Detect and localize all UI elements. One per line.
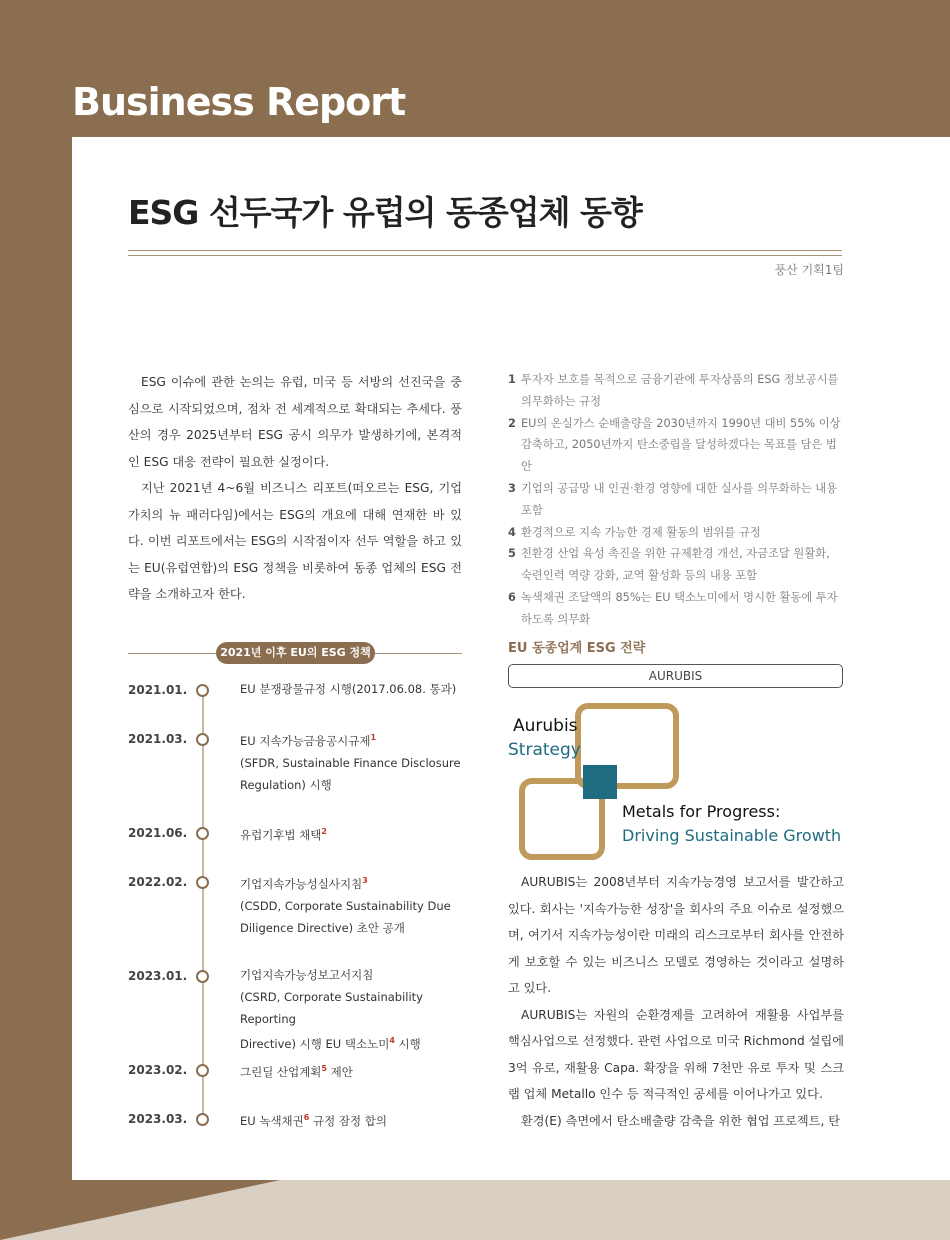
logo-tagline-line2: Driving Sustainable Growth	[622, 826, 842, 845]
company-label: AURUBIS	[508, 664, 843, 688]
timeline-axis	[202, 689, 204, 1119]
eu-section-heading: EU 동종업계 ESG 전략	[508, 641, 646, 656]
timeline-dot	[196, 684, 209, 697]
title-rule-top	[128, 250, 842, 251]
timeline-dot	[196, 733, 209, 746]
title-rule-bottom	[128, 255, 842, 256]
article-title: ESG 선두국가 유럽의 동종업체 동향	[128, 193, 642, 232]
timeline-date: 2023.02.	[128, 1063, 188, 1077]
body-paragraph: AURUBIS는 2008년부터 지속가능경영 보고서를 발간하고 있다. 회사는 '지속가능한 성장'을 회사의 주요 이슈로 설정했으며, 여기서 지속가능성이란 미래의 리스크로부터 회사를 안전하게 보호할 수 있는 비즈니스 모델로 경영하는 것이라고 설명하고 있다.	[508, 875, 844, 995]
intro-paragraph: ESG 이슈에 관한 논의는 유럽, 미국 등 서방의 선진국을 중심으로 시작되었으며, 점차 전 세계적으로 확대되는 추세다. 풍산의 경우 2025년부터 ESG 공시 의무가 발생하기에, 본격적인 ESG 대응 전략이 필요한 실정이다.	[128, 375, 462, 469]
timeline-dot	[196, 827, 209, 840]
logo-strategy-text: Strategy	[508, 740, 581, 760]
logo-tagline-line1: Metals for Progress:	[622, 802, 781, 821]
footnote: 2 EU의 온실가스 순배출량을 2030년까지 1990년 대비 55% 이상 감축하고, 2050년까지 탄소중립을 달성하겠다는 목표를 담은 법안	[508, 416, 841, 474]
footer-corner-shape	[0, 1180, 280, 1240]
footnote: 5 친환경 산업 육성 촉진을 위한 규제환경 개선, 자금조달 원활화, 숙련인력 역량 강화, 교역 활성화 등의 내용 포함	[508, 547, 830, 583]
footnote: 4 환경적으로 지속 가능한 경제 활동의 범위를 규정	[508, 525, 761, 539]
aurubis-body-text	[508, 869, 844, 1134]
timeline-date: 2021.03.	[128, 732, 188, 746]
timeline-event: EU 지속가능금융공시규제$^1$ (SFDR, Sustainable Finance Disclosure Regulation) 시행	[240, 733, 461, 792]
timeline-dot	[196, 1064, 209, 1077]
timeline-dot	[196, 1113, 209, 1126]
timeline-date: 2022.02.	[128, 875, 188, 889]
aurubis-strategy-logo	[508, 703, 846, 863]
article-author: 풍산 기획1팀	[774, 263, 844, 277]
body-paragraph: 환경(E) 측면에서 탄소배출량 감축을 위한 협업 프로젝트, 탄	[521, 1113, 840, 1128]
intro-text	[128, 369, 462, 608]
timeline-dot	[196, 876, 209, 889]
timeline-date: 2021.01.	[128, 683, 188, 697]
footnotes-list	[508, 369, 844, 631]
timeline-date: 2021.06.	[128, 826, 188, 840]
intro-paragraph: 지난 2021년 4~6월 비즈니스 리포트(떠오르는 ESG, 기업가치의 뉴 패러다임)에서는 ESG의 개요에 대해 연재한 바 있다. 이번 리포트에서는 ESG의 시작점이자 선두 역할을 하고 있는 EU(유럽연합)의 ESG 정책을 비롯하여 동종 업체의 ESG 전략을 소개하고자 한다.	[128, 481, 462, 601]
timeline-label: 2021년 이후 EU의 ESG 정책	[216, 642, 375, 664]
report-header-title: Business Report	[72, 80, 406, 124]
timeline-event: EU 녹색채권$^6$ 규정 잠정 합의	[240, 1113, 387, 1128]
logo-brand-text: Aurubis	[513, 716, 578, 736]
timeline-event: 기업지속가능성실사지침$^3$ (CSDD, Corporate Sustainability Due Diligence Directive) 초안 공개	[240, 876, 451, 935]
body-paragraph: AURUBIS는 자원의 순환경제를 고려하여 재활용 사업부를 핵심사업으로 선정했다. 관련 사업으로 미국 Richmond 설립에 3억 유로, 재활용 Capa. 확장을 위해 7천만 유로 투자 및 스크랩 업체 Metallo 인수 등 적극적인 공세를 이어나가고 있다.	[508, 1007, 844, 1101]
timeline-event: EU 분쟁광물규정 시행(2017.06.08. 통과)	[240, 682, 457, 696]
timeline-date: 2023.03.	[128, 1112, 188, 1126]
timeline-event: 기업지속가능성보고서지침 (CSRD, Corporate Sustainability Reporting Directive) 시행 EU 택소노미$^4$ 시행	[240, 968, 423, 1051]
timeline-dot	[196, 970, 209, 983]
footnote: 1 투자자 보호를 목적으로 금융기관에 투자상품의 ESG 정보공시를 의무화하는 규정	[508, 373, 839, 408]
timeline-event: 그린딜 산업계획$^5$ 제안	[240, 1064, 353, 1079]
document-page	[72, 137, 950, 1180]
timeline-date: 2023.01.	[128, 969, 188, 983]
footnote: 3 기업의 공급망 내 인권·환경 영향에 대한 실사를 의무화하는 내용 포함	[508, 481, 838, 517]
logo-teal-square	[583, 765, 617, 799]
timeline-event: 유럽기후법 채택$^2$	[240, 827, 327, 842]
footnote: 6 녹색채권 조달액의 85%는 EU 택소노미에서 명시한 활동에 투자하도록 의무화	[508, 590, 838, 626]
